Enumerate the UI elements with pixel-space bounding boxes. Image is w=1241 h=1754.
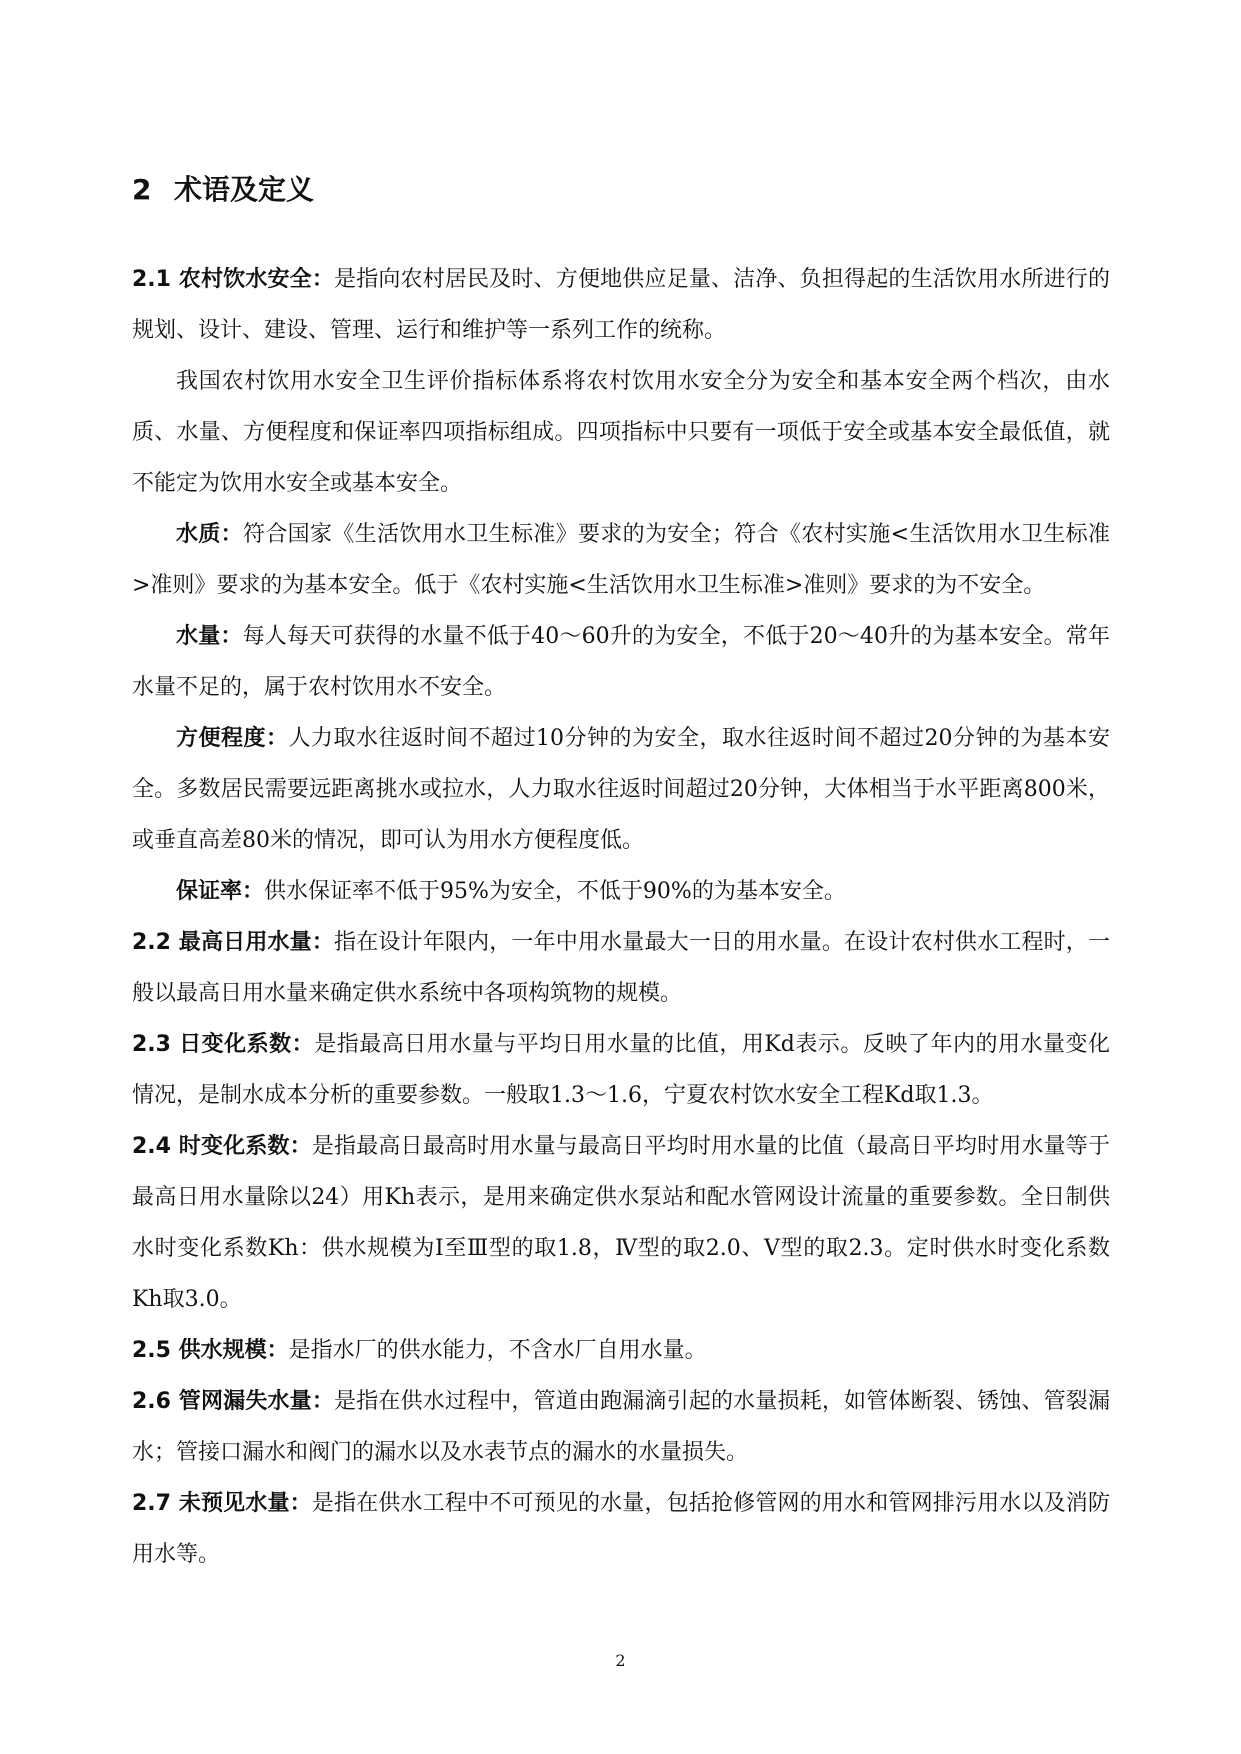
term-label: 2.6 管网漏失水量： <box>132 1389 335 1414</box>
definition-text: 指在设计年限内，一年中用水量最大一日的用水量。在设计农村供水工程时，一般以最高日用水量来确定供水系统中各项构筑物的规模。 <box>132 930 1110 1006</box>
paragraph-text: 我国农村饮用水安全卫生评价指标体系将农村饮用水安全分为安全和基本安全两个档次，由水质、水量、方便程度和保证率四项指标组成。四项指标中只要有一项低于安全或基本安全最低值，就不能定为饮用水安全或基本安全。 <box>132 369 1110 496</box>
criterion-water-quality <box>132 509 1110 611</box>
definition-text: 是指在供水过程中，管道由跑漏滴引起的水量损耗，如管体断裂、锈蚀、管裂漏水；管接口漏水和阀门的漏水以及水表节点的漏水的水量损失。 <box>132 1389 1110 1465</box>
definition-text: 是指水厂的供水能力，不含水厂自用水量。 <box>288 1338 707 1363</box>
term-label: 2.3 日变化系数： <box>132 1032 315 1057</box>
term-label: 2.4 时变化系数： <box>132 1134 312 1159</box>
definition-2-7 <box>132 1478 1110 1580</box>
definition-2-1 <box>132 254 1110 356</box>
definition-2-6 <box>132 1376 1110 1478</box>
chapter-heading <box>132 170 1110 210</box>
definition-2-2 <box>132 917 1110 1019</box>
definition-2-4 <box>132 1121 1110 1325</box>
definition-text: 是指最高日用水量与平均日用水量的比值，用Kd表示。反映了年内的用水量变化情况，是制水成本分析的重要参数。一般取1.3～1.6，宁夏农村饮水安全工程Kd取1.3。 <box>132 1032 1110 1108</box>
chapter-number: 2 <box>132 173 152 206</box>
evaluation-system-paragraph <box>132 356 1110 509</box>
chapter-title: 术语及定义 <box>174 173 315 206</box>
term-label: 水质： <box>176 522 243 547</box>
term-label: 2.7 未预见水量： <box>132 1491 312 1516</box>
definition-text: 是指最高日最高时用水量与最高日平均时用水量的比值（最高日平均时用水量等于最高日用水量除以24）用Kh表示，是用来确定供水泵站和配水管网设计流量的重要参数。全日制供水时变化系数Kh：供水规模为Ⅰ至Ⅲ型的取1.8，Ⅳ型的取2.0、Ⅴ型的取2.3。定时供水时变化系数Kh取3.0。 <box>132 1134 1110 1312</box>
term-label: 2.2 最高日用水量： <box>132 930 335 955</box>
definition-text: 是指向农村居民及时、方便地供应足量、洁净、负担得起的生活饮用水所进行的规划、设计、建设、管理、运行和维护等一系列工作的统称。 <box>132 267 1110 343</box>
criterion-text: 人力取水往返时间不超过10分钟的为安全，取水往返时间不超过20分钟的为基本安全。多数居民需要远距离挑水或拉水，人力取水往返时间超过20分钟，大体相当于水平距离800米，或垂直高差80米的情况，即可认为用水方便程度低。 <box>132 726 1110 853</box>
criterion-text: 每人每天可获得的水量不低于40～60升的为安全，不低于20～40升的为基本安全。常年水量不足的，属于农村饮用水不安全。 <box>132 624 1110 700</box>
definition-text: 是指在供水工程中不可预见的水量，包括抢修管网的用水和管网排污用水以及消防用水等。 <box>132 1491 1110 1567</box>
definition-2-3 <box>132 1019 1110 1121</box>
term-label: 方便程度： <box>176 726 289 751</box>
criterion-guarantee-rate <box>132 866 1110 917</box>
criterion-water-quantity <box>132 611 1110 713</box>
term-label: 2.5 供水规模： <box>132 1338 289 1363</box>
page-content <box>132 170 1110 1580</box>
term-label: 水量： <box>176 624 243 649</box>
definition-2-5 <box>132 1325 1110 1376</box>
term-label: 保证率： <box>176 879 265 904</box>
term-label: 2.1 农村饮水安全： <box>132 267 335 292</box>
criterion-convenience <box>132 713 1110 866</box>
criterion-text: 供水保证率不低于95%为安全，不低于90%的为基本安全。 <box>264 879 846 904</box>
page-number: 2 <box>615 1651 626 1670</box>
criterion-text: 符合国家《生活饮用水卫生标准》要求的为安全；符合《农村实施<生活饮用水卫生标准>准则》要求的为基本安全。低于《农村实施<生活饮用水卫生标准>准则》要求的为不安全。 <box>132 522 1110 598</box>
